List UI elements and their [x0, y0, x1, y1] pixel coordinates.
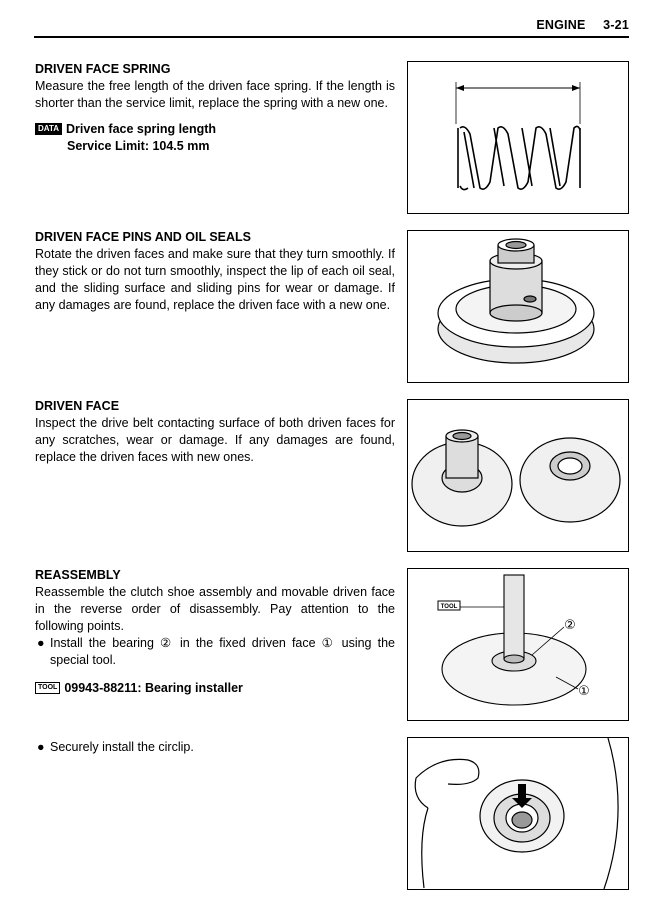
bullet-item: ● Install the bearing ② in the fixed driven face ① using the special tool. — [37, 636, 395, 667]
section-body: Inspect the drive belt contacting surface of both driven faces for any scratches, wear or damage. If any damages are found, replace the driven faces with new ones. — [35, 416, 395, 464]
figure-driven-face-pins — [407, 230, 629, 383]
section-title: DRIVEN FACE — [35, 399, 120, 413]
circlip-illustration — [408, 738, 628, 889]
spec-value: Service Limit: 104.5 mm — [67, 139, 210, 153]
tool-spec: 09943-88211: Bearing installer — [64, 681, 243, 695]
section-driven-face-spring — [35, 62, 395, 155]
figure-bearing-installer — [407, 568, 629, 721]
callout-1: ① — [578, 684, 590, 699]
section-body: Reassemble the clutch shoe assembly and movable driven face in the reverse order of disassembly. Pay attention to the following points. — [35, 585, 395, 633]
driven-faces-illustration — [408, 400, 628, 551]
callout-2: ② — [564, 618, 576, 633]
figure-driven-faces — [407, 399, 629, 552]
section-title: DRIVEN FACE SPRING — [35, 62, 171, 76]
section-title: REASSEMBLY — [35, 568, 121, 582]
figure-spring — [407, 61, 629, 214]
page-number: 3-21 — [603, 18, 629, 32]
section-reassembly — [35, 568, 395, 756]
tool-badge-icon: TOOL — [35, 682, 60, 694]
tool-badge-icon: TOOL — [440, 604, 458, 610]
section-driven-face — [35, 399, 395, 466]
spring-illustration — [408, 62, 628, 213]
bearing-installer-illustration — [408, 569, 628, 720]
section-body: Rotate the driven faces and make sure that they turn smoothly. If they stick or do not turn smoothly, inspect the lip of each oil seal, and the sliding surface and sliding pins for wear or damage. If any damages are found, replace the driven face with a new one. — [35, 247, 395, 312]
section-title: DRIVEN FACE PINS AND OIL SEALS — [35, 230, 252, 244]
driven-face-illustration — [408, 231, 628, 382]
bullet-item: ● Securely install the circlip. — [37, 740, 194, 754]
data-badge-icon: DATA — [35, 123, 62, 135]
figure-circlip — [407, 737, 629, 890]
section-pins-oil-seals — [35, 230, 395, 314]
bullet-icon: ● — [37, 636, 45, 650]
page-header — [34, 14, 629, 38]
section-body: Measure the free length of the driven face spring. If the length is shorter than the service limit, replace the spring with a new one. — [35, 79, 395, 110]
spec-label: Driven face spring length — [66, 122, 217, 136]
bullet-icon: ● — [37, 740, 45, 754]
header-section: ENGINE — [536, 18, 586, 32]
